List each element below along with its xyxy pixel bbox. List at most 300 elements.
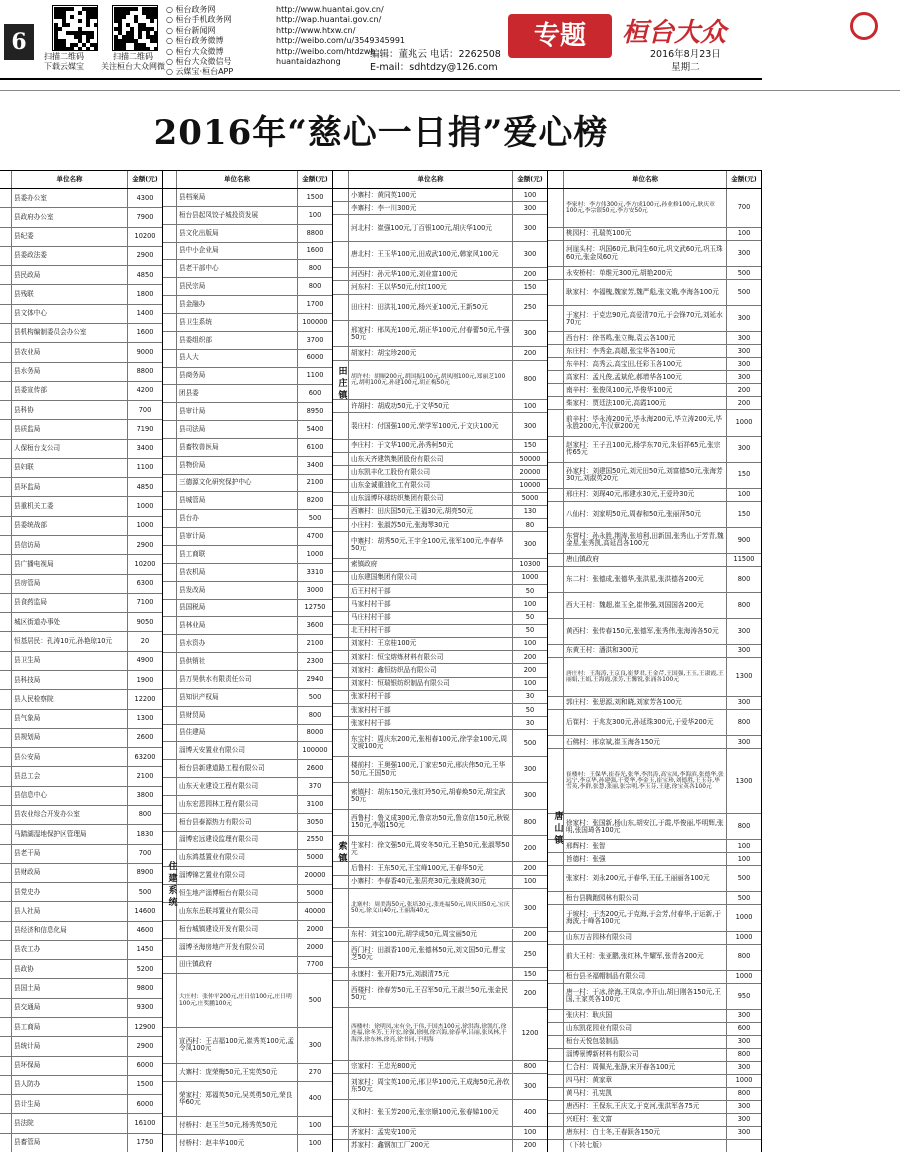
table-row [163, 1117, 332, 1135]
unit-name: 胡家村：胡宝珍200元 [349, 347, 513, 359]
row-spacer [163, 510, 177, 527]
unit-name: 小寨村：黄同英100元 [349, 189, 513, 201]
unit-name: 马踏湖湿地保护区管理局 [12, 825, 128, 843]
amount: 300 [737, 1128, 751, 1137]
unit-name: 张家村村干部 [349, 691, 513, 703]
amount: 20000 [304, 871, 326, 880]
unit-name: 山东金诚重油化工有限公司 [349, 480, 513, 492]
amount: 1300 [735, 672, 753, 681]
table-row [0, 922, 162, 941]
row-spacer [163, 350, 177, 367]
table-row [163, 350, 332, 368]
link-name: ○ 桓台政务微博 [166, 36, 224, 46]
unit-name: 兴旺村：张文富 [564, 1114, 727, 1126]
amount: 200 [523, 269, 537, 278]
link-name: ○ 桓台政务网 [166, 5, 216, 14]
unit-name: 小寨村：李春香40元,张居亮30元,张晓黄30元 [349, 876, 513, 888]
amount: 100 [523, 401, 537, 410]
amount: 100 [523, 679, 537, 688]
unit-name: 索镇村：胡东150元,张红玲50元,胡春焕50元,胡宝武50元 [349, 783, 513, 808]
link-url[interactable]: http://www.huantai.gov.cn/ [276, 5, 384, 14]
table-row [163, 939, 332, 957]
amount: 2900 [136, 540, 154, 549]
amount: 370 [308, 781, 322, 790]
row-spacer [163, 421, 177, 438]
unit-name: 县林业局 [177, 617, 298, 634]
amount: 300 [737, 444, 751, 453]
row-spacer [548, 241, 564, 266]
row-spacer [163, 974, 177, 1027]
table-row [163, 564, 332, 582]
row-spacer [548, 228, 564, 240]
header-amount: 金额(元) [517, 174, 543, 183]
amount: 12750 [304, 603, 326, 612]
table-row [0, 787, 162, 806]
table-column-1 [0, 171, 163, 1152]
amount: 300 [737, 698, 751, 707]
table-row [0, 575, 162, 594]
row-spacer [333, 440, 349, 452]
amount: 100 [523, 599, 537, 608]
table-row [163, 1082, 332, 1118]
amount: 1000 [735, 972, 753, 981]
table-row [163, 546, 332, 564]
unit-name: 桓台县泰源热力有限公司 [177, 814, 298, 831]
row-spacer [163, 653, 177, 670]
row-spacer [548, 345, 564, 357]
unit-name: 恒基居民：孔涛10元,孙艳琼10元 [12, 632, 128, 650]
amount: 300 [737, 1063, 751, 1072]
unit-name: 县信访局 [12, 536, 128, 554]
unit-name: 县经济和信息化局 [12, 922, 128, 940]
table-row [333, 281, 547, 294]
unit-name: 县文体中心 [12, 305, 128, 323]
amount: 1830 [136, 829, 154, 838]
unit-name: 唐庄村：王海涛,王京良,崔梦君,王金芹,王国强,王玉,王淑霞,王丽娟,王娟,王海霞,张芳,王馨锐,张涌各100元 [564, 658, 727, 696]
table-row [333, 836, 547, 862]
table-row [163, 457, 332, 475]
table-row [548, 1023, 761, 1036]
row-spacer [0, 266, 12, 284]
row-spacer [163, 1135, 177, 1152]
row-spacer [0, 1134, 12, 1152]
header-rule [0, 78, 762, 80]
row-spacer [333, 413, 349, 438]
row-spacer [163, 332, 177, 349]
table-row [548, 1062, 761, 1075]
table-row [548, 189, 761, 228]
amount: 700 [737, 203, 751, 212]
table-row [0, 594, 162, 613]
table-row [163, 707, 332, 725]
table-row [333, 1140, 547, 1152]
table-row [333, 559, 547, 572]
row-spacer [333, 730, 349, 755]
row-spacer [548, 710, 564, 735]
amount: 20 [140, 636, 150, 645]
unit-name: 淄博景博新材料有限公司 [564, 1049, 727, 1061]
row-spacer [163, 439, 177, 456]
table-row [163, 225, 332, 243]
amount: 300 [737, 346, 751, 355]
amount: 3400 [306, 460, 324, 469]
row-spacer [0, 575, 12, 593]
unit-name: 恒生地产淄博桓台有限公司 [177, 885, 298, 902]
table-row [548, 892, 761, 905]
table-row [0, 324, 162, 343]
unit-name: 县畜管局 [12, 1134, 128, 1152]
row-spacer [0, 1114, 12, 1132]
table-row [163, 903, 332, 921]
amount: 300 [737, 249, 751, 258]
unit-name: 县财政局 [12, 864, 128, 882]
row-spacer [163, 189, 177, 206]
row-spacer [333, 268, 349, 280]
unit-name: 北寨村：周美海50元,张培30元,张连福50元,周庆田50元,宝庆50元,徐义山40元,王丽海40元 [349, 889, 513, 928]
link-url[interactable]: http://www.htxw.cn/ [276, 25, 356, 35]
unit-name: 唐西村：王保东,王庆文,于克河,张洪军各75元 [564, 1101, 727, 1113]
unit-name: 县供销社 [177, 653, 298, 670]
amount: 1800 [136, 289, 154, 298]
unit-name: 东营村：孙永胜,荆涛,张培利,田新国,张秀山,于芳青,魏金星,张秀凯,高延昌各100元 [564, 528, 727, 553]
amount: 400 [523, 1108, 537, 1117]
unit-name: 桓台县新建道路工程有限公司 [177, 760, 298, 777]
table-row [548, 932, 761, 945]
row-spacer [333, 625, 349, 637]
amount: 100000 [302, 746, 328, 755]
unit-name: 索镇政府 [349, 559, 513, 571]
unit-name: 东庄村：李秀金,高超,张宝华各100元 [564, 345, 727, 357]
table-row [548, 1049, 761, 1062]
table-row [333, 1100, 547, 1126]
amount: 3000 [306, 585, 324, 594]
table-row [548, 1140, 761, 1152]
table-row [163, 600, 332, 618]
table-row [548, 645, 761, 658]
row-spacer [0, 922, 12, 940]
header-link[interactable] [166, 26, 405, 36]
row-spacer [333, 810, 349, 835]
amount: 300 [737, 737, 751, 746]
unit-name: 县气象局 [12, 710, 128, 728]
row-spacer [333, 664, 349, 676]
row-spacer [548, 932, 564, 944]
row-spacer [333, 968, 349, 980]
row-spacer [333, 889, 349, 928]
unit-name: 高家村：孟凡俊,孟斌伦,郝增华各100元 [564, 371, 727, 383]
table-row [548, 554, 761, 567]
row-spacer [333, 572, 349, 584]
amount: 100 [737, 841, 751, 850]
link-url[interactable]: http://weibo.com/u/3549345991 [276, 36, 406, 46]
table-row [548, 502, 761, 528]
amount: 63200 [134, 752, 156, 761]
amount: 6000 [136, 1061, 154, 1070]
table-row [333, 704, 547, 717]
unit-name: 县工商联 [177, 546, 298, 563]
row-spacer [333, 519, 349, 531]
table-row [548, 280, 761, 306]
row-spacer [0, 555, 12, 573]
row-spacer [163, 385, 177, 402]
table-row [548, 463, 761, 489]
table-row [333, 1008, 547, 1061]
unit-name: 苏家村：鑫钢加工厂200元 [349, 1140, 513, 1152]
table-row [548, 371, 761, 384]
table-row [548, 241, 761, 267]
amount: 800 [308, 282, 322, 291]
section-badge: 专题 [508, 14, 612, 58]
row-spacer [548, 1140, 564, 1152]
unit-name: 刘家村：恒宝熔炼材料有限公司 [349, 651, 513, 663]
qr-code-wechat[interactable] [112, 5, 158, 51]
amount: 800 [308, 264, 322, 273]
unit-name: 大庄村：张仲平200元,庄日信100元,庄日明100元,庄奖鹏100元 [177, 974, 298, 1027]
amount: 2100 [306, 478, 324, 487]
row-spacer [548, 371, 564, 383]
unit-name: 刘家村：周宝英100元,邢卫华100元,王成海50元,孙钦东50元 [349, 1074, 513, 1099]
unit-name: 后鲁村：王东50元,王宝峰100元,王春华50元 [349, 862, 513, 874]
row-spacer [548, 1010, 564, 1022]
amount: 1000 [136, 502, 154, 510]
table-row [333, 810, 547, 836]
row-spacer [0, 1037, 12, 1055]
qr-code-download[interactable] [52, 5, 98, 51]
amount: 300 [737, 372, 751, 381]
amount: 800 [523, 817, 537, 826]
row-spacer [548, 593, 564, 618]
row-spacer [163, 1117, 177, 1134]
amount: 150 [523, 282, 537, 291]
table-row [163, 1064, 332, 1082]
amount: 150 [523, 969, 537, 978]
amount: 10200 [134, 232, 156, 241]
unit-name: 县金融办 [177, 296, 298, 313]
table-row [0, 420, 162, 439]
table-row [333, 585, 547, 598]
amount: 1750 [136, 1138, 154, 1147]
row-spacer [548, 384, 564, 396]
table-row [333, 862, 547, 875]
table-row [333, 717, 547, 730]
amount: 30 [525, 692, 535, 701]
unit-name: 西寨村：田庆国50元,王福30元,胡亮50元 [349, 506, 513, 518]
row-spacer [0, 1018, 12, 1036]
link-url[interactable]: huantaidazhong [276, 56, 341, 66]
row-spacer [0, 748, 12, 766]
row-spacer [0, 324, 12, 342]
amount: 30 [525, 718, 535, 727]
page-number: 6 [4, 24, 34, 60]
header-link[interactable] [166, 15, 405, 25]
unit-name: 刘家村：王京桂100元 [349, 638, 513, 650]
unit-name: 唐北村：王玉华100元,田成武100元,韩家风100元 [349, 242, 513, 267]
table-row [333, 612, 547, 625]
unit-name: 西楼村：徐春芳50元,王召军50元,王淑兰50元,张金民50元 [349, 981, 513, 1006]
table-row [548, 267, 761, 280]
unit-name: 东宝村：周庆东200元,张相春100元,徐学金100元,周文坡100元 [349, 730, 513, 755]
unit-name: 县农工办 [12, 941, 128, 959]
row-spacer [163, 1028, 177, 1063]
table-row [333, 1074, 547, 1100]
amount: 8800 [306, 228, 324, 237]
row-spacer [0, 941, 12, 959]
amount: 800 [737, 1050, 751, 1059]
row-spacer [333, 242, 349, 267]
row-spacer [333, 559, 349, 571]
row-spacer [163, 742, 177, 759]
unit-name: 县党史办 [12, 883, 128, 901]
table-row [0, 1114, 162, 1133]
unit-name: 柴家村：贾廷法100元,高霞100元 [564, 397, 727, 409]
unit-name: 县畜牧兽医局 [177, 439, 298, 456]
row-spacer [0, 979, 12, 997]
amount: 800 [737, 1089, 751, 1098]
link-url[interactable]: http://wap.huantai.gov.cn/ [276, 15, 382, 25]
unit-name: 大寨村：庞荣梅50元,王宪英50元 [177, 1064, 298, 1081]
table-row [548, 984, 761, 1010]
table-row [333, 730, 547, 756]
table-row [163, 778, 332, 796]
table-row [333, 1127, 547, 1140]
row-spacer [333, 453, 349, 465]
row-spacer [548, 358, 564, 370]
table-row [333, 440, 547, 453]
unit-name: 县纪委 [12, 228, 128, 246]
amount: 8000 [306, 728, 324, 737]
unit-name: 李庄村：于文华100元,孙秀柯50元 [349, 440, 513, 452]
amount: 500 [308, 692, 322, 701]
amount: 100 [523, 1128, 537, 1137]
table-row [548, 1075, 761, 1088]
table-row [333, 876, 547, 889]
unit-name: 县总工会 [12, 767, 128, 785]
row-spacer [0, 999, 12, 1017]
unit-name: 县人社局 [12, 902, 128, 920]
unit-name: 县委办公室 [12, 189, 128, 207]
table-row [548, 697, 761, 710]
row-spacer [333, 757, 349, 782]
header-link[interactable] [166, 5, 405, 15]
unit-name: 县农机局 [177, 564, 298, 581]
row-spacer [548, 332, 564, 344]
unit-name: 西楼村：徐明凤,宋有全,于伟,于国杰100元,徐洪海,徐凯红,徐连福,徐冬芳,王开宏,徐强,徐刚,徐兴海,徐春华,吕丽,张凤林,于海泽,徐东林,徐亮,徐书同,于明海 [349, 1008, 513, 1060]
unit-name: 后王村村干部 [349, 585, 513, 597]
table-row [0, 401, 162, 420]
unit-name: 县卫生局 [12, 652, 128, 670]
amount: 1000 [735, 1076, 753, 1085]
unit-name: 中寨村：胡秀50元,王宇全100元,张军100元,李春华50元 [349, 532, 513, 557]
row-spacer [163, 207, 177, 224]
amount: 600 [308, 389, 322, 398]
amount: 8200 [306, 496, 324, 505]
amount: 1000 [735, 418, 753, 427]
amount: 300 [737, 626, 751, 635]
unit-name: 河北村：崔强100元,丁百银100元,胡庆华100元 [349, 215, 513, 240]
unit-name: 仁合村：周佩光,张静,宋开春各100元 [564, 1062, 727, 1074]
amount: 50000 [519, 454, 541, 463]
unit-name: 马家村村干部 [349, 598, 513, 610]
amount: 300 [523, 329, 537, 338]
unit-name: 县规划局 [12, 729, 128, 747]
row-spacer [548, 749, 564, 813]
row-spacer [333, 321, 349, 346]
link-url[interactable]: http://weibo.com/htdzwb [276, 46, 376, 56]
row-spacer [333, 466, 349, 478]
table-row [548, 866, 761, 892]
row-spacer [0, 517, 12, 535]
amount: 9050 [136, 617, 154, 626]
amount: 800 [737, 718, 751, 726]
unit-name: 县物价局 [177, 457, 298, 474]
amount: 800 [737, 822, 751, 831]
row-spacer [333, 612, 349, 624]
unit-name: 三德源文化研究保护中心 [177, 475, 298, 492]
row-spacer [333, 598, 349, 610]
page-title: 2016年“慈心一日捐”爱心榜 [153, 113, 609, 153]
unit-name: 山东东岳联邦置业有限公司 [177, 903, 298, 920]
row-spacer [548, 489, 564, 501]
row-spacer [163, 778, 177, 795]
row-spacer [0, 536, 12, 554]
amount: 10200 [134, 559, 156, 568]
table-row [548, 1101, 761, 1114]
unit-name: 淄博圣海房地产开发有限公司 [177, 939, 298, 956]
row-spacer [163, 1082, 177, 1117]
table-row [333, 493, 547, 506]
amount: 50 [525, 705, 535, 714]
table-row [163, 974, 332, 1028]
row-spacer [333, 295, 349, 320]
header-spacer [333, 171, 349, 188]
amount: 2100 [306, 639, 324, 648]
row-spacer [333, 929, 349, 941]
amount: 4600 [136, 926, 154, 935]
table-row [0, 825, 162, 844]
row-spacer [333, 678, 349, 690]
amount: 1000 [521, 573, 539, 582]
amount: 1600 [136, 328, 154, 337]
table-row [0, 1134, 162, 1152]
table-row [0, 941, 162, 960]
amount: 300 [523, 791, 537, 800]
table-row [548, 1114, 761, 1127]
amount: 500 [138, 887, 152, 896]
row-spacer [333, 202, 349, 214]
table-row [548, 1127, 761, 1140]
unit-name: 县台办 [177, 510, 298, 527]
row-spacer [0, 228, 12, 246]
header-link[interactable] [166, 36, 405, 46]
row-spacer [163, 492, 177, 509]
amount: 100 [308, 210, 322, 219]
issue-date: 2016年8月23日 星期二 [650, 49, 721, 73]
unit-name: 楼前村：王奥强100元,丁家宏50元,邢庆伟50元,王华50元,王国50元 [349, 757, 513, 782]
row-spacer [163, 939, 177, 956]
amount: 800 [737, 574, 751, 583]
table-row [0, 440, 162, 459]
row-spacer [548, 554, 564, 566]
row-spacer [163, 475, 177, 492]
table-row [548, 971, 761, 984]
amount: 50 [525, 626, 535, 635]
amount: 500 [737, 893, 751, 902]
unit-name: 河崖头村：巩国60元,耿同生60元,巩文武60元,巩玉珠60元,张金凤60元 [564, 241, 727, 266]
unit-name: 城区街道办事处 [12, 613, 128, 631]
amount: 200 [523, 665, 537, 674]
row-spacer [0, 690, 12, 708]
unit-name: 县国税局 [177, 600, 298, 617]
